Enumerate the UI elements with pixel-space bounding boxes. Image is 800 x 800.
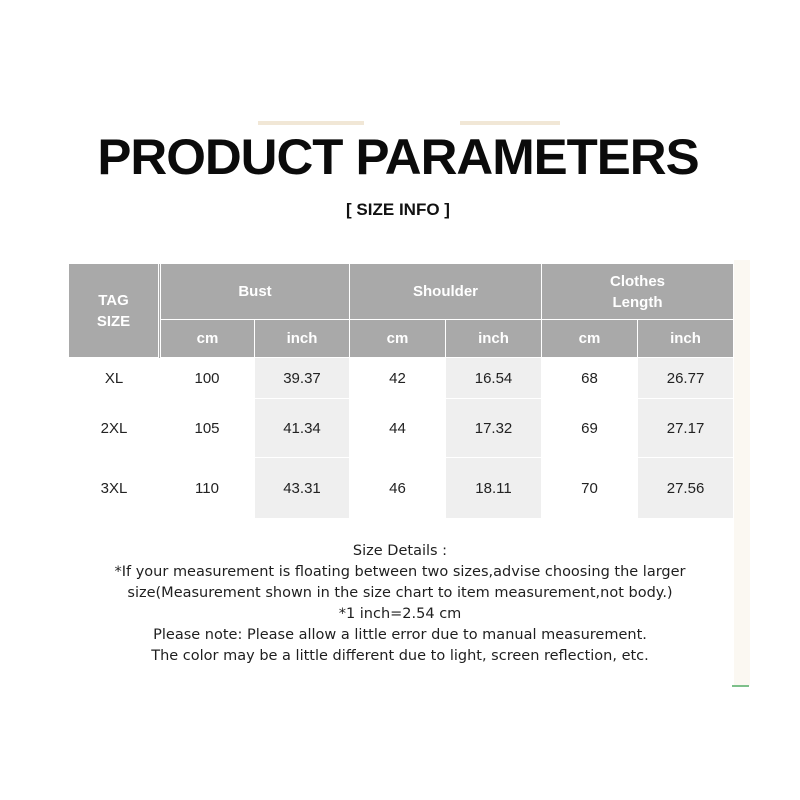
- length-cm-cell: 70: [542, 458, 638, 519]
- size-details-notes: [0, 541, 800, 667]
- shoulder-cm-cell: 44: [350, 399, 446, 458]
- size-chart-table: [68, 263, 734, 519]
- unit-header-inch: inch: [255, 320, 350, 358]
- length-inch-cell: 26.77: [638, 358, 734, 399]
- decorative-line: [258, 121, 364, 125]
- bust-cm-cell: 100: [160, 358, 255, 399]
- unit-header-cm: cm: [542, 320, 638, 358]
- decorative-mark: [732, 685, 749, 687]
- bust-inch-cell: 43.31: [255, 458, 350, 519]
- details-line: *1 inch=2.54 cm: [338, 606, 462, 622]
- shoulder-inch-cell: 18.11: [446, 458, 542, 519]
- unit-header-inch: inch: [446, 320, 542, 358]
- tag-size-header: [69, 264, 160, 358]
- unit-header-cm: cm: [160, 320, 255, 358]
- bust-cm-cell: 105: [160, 399, 255, 458]
- table-row: [69, 458, 734, 519]
- shoulder-inch-cell: 17.32: [446, 399, 542, 458]
- unit-header-cm: cm: [350, 320, 446, 358]
- tag-size-header-line: SIZE: [96, 312, 131, 330]
- size-label-cell: 3XL: [69, 458, 160, 519]
- bust-cm-cell: 110: [160, 458, 255, 519]
- details-line: *If your measurement is floating between two sizes,advise choosing the larger: [114, 564, 686, 580]
- bust-header: [160, 264, 350, 320]
- details-line: size(Measurement shown in the size chart to item measurement,not body.): [127, 585, 673, 601]
- bust-inch-cell: 41.34: [255, 399, 350, 458]
- details-line: The color may be a little different due to light, screen reflection, etc.: [151, 648, 649, 664]
- bust-header-label: Bust: [238, 283, 272, 300]
- details-line: Please note: Please allow a little error due to manual measurement.: [153, 627, 647, 643]
- table-row: [69, 358, 734, 399]
- size-label-cell: 2XL: [69, 399, 160, 458]
- shoulder-inch-cell: 16.54: [446, 358, 542, 399]
- clothes-length-header: [542, 264, 734, 320]
- table-row: [69, 399, 734, 458]
- tag-size-header-line: TAG: [98, 291, 129, 309]
- length-cm-cell: 68: [542, 358, 638, 399]
- shoulder-header: [350, 264, 542, 320]
- length-cm-cell: 69: [542, 399, 638, 458]
- clothes-length-header-line: Clothes: [610, 272, 666, 290]
- length-inch-cell: 27.17: [638, 399, 734, 458]
- size-info-heading: [ SIZE INFO ]: [346, 200, 450, 219]
- shoulder-cm-cell: 42: [350, 358, 446, 399]
- length-inch-cell: 27.56: [638, 458, 734, 519]
- bust-inch-cell: 39.37: [255, 358, 350, 399]
- details-heading: Size Details :: [352, 543, 448, 559]
- clothes-length-header-line: Length: [612, 293, 663, 311]
- decorative-line: [460, 121, 560, 125]
- shoulder-header-label: Shoulder: [413, 283, 479, 300]
- shoulder-cm-cell: 46: [350, 458, 446, 519]
- page-title: PRODUCT PARAMETERS: [97, 129, 699, 185]
- unit-header-inch: inch: [638, 320, 734, 358]
- size-label-cell: XL: [69, 358, 160, 399]
